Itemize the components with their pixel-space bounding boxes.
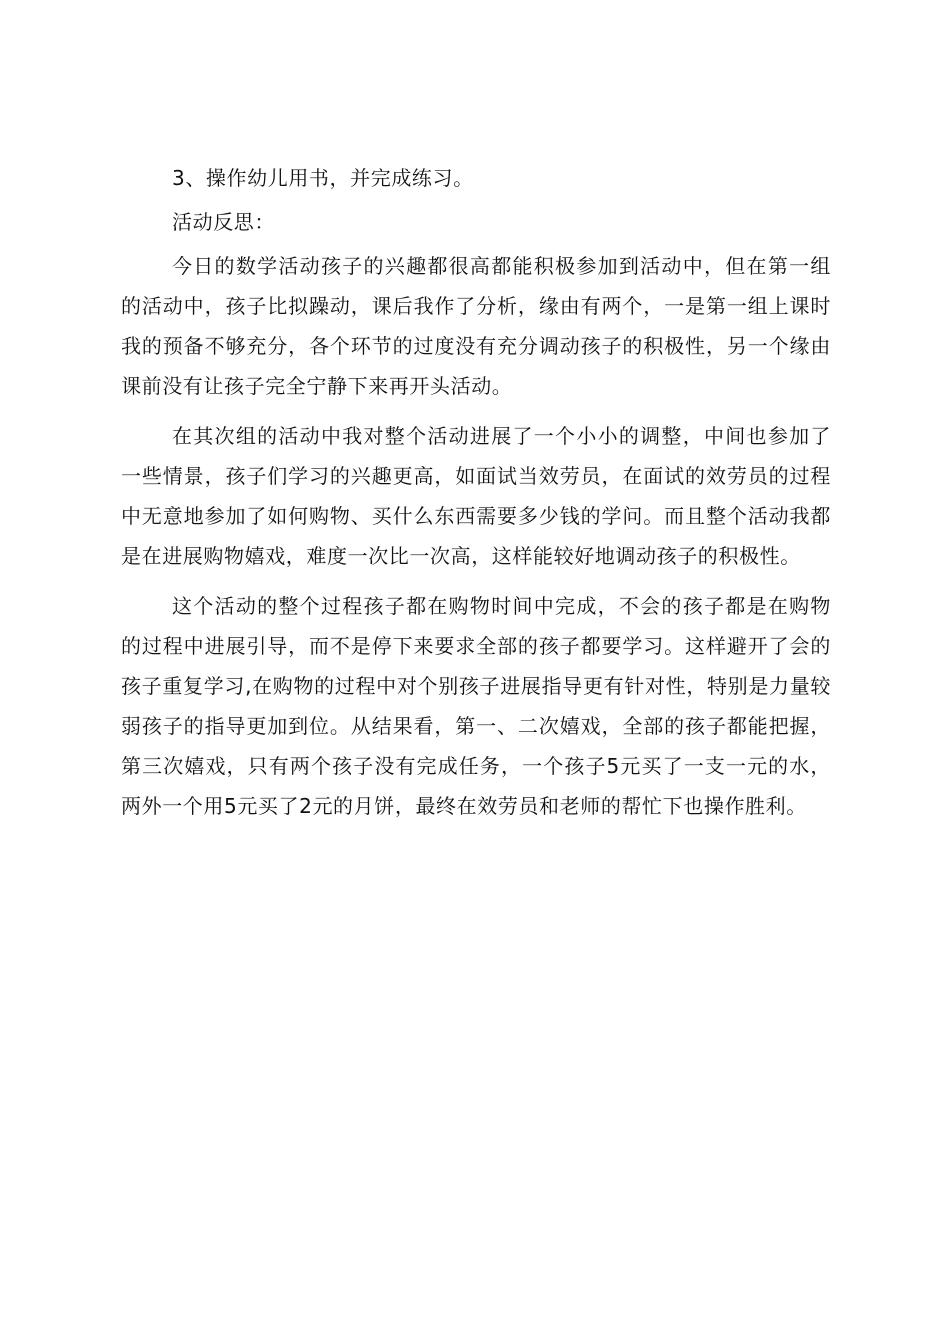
document-body: [121, 158, 831, 830]
reflection-paragraph-1: 今日的数学活动孩子的兴趣都很高都能积极参加到活动中，但在第一组的活动中，孩子比拟躁动，课后我作了分析，缘由有两个，一是第一组上课时我的预备不够充分，各个环节的过度没有充分调动孩子的积极性，另一个缘由课前没有让孩子完全宁静下来再开头活动。: [121, 254, 831, 398]
reflection-paragraph-3: 这个活动的整个过程孩子都在购物时间中完成，不会的孩子都是在购物的过程中进展引导，而不是停下来要求全部的孩子都要学习。这样避开了会的孩子重复学习,在购物的过程中对个别孩子进展指导更有针对性，特别是力量较弱孩子的指导更加到位。从结果看，第一、二次嬉戏，全部的孩子都能把握，第三次嬉戏，只有两个孩子没有完成任务，一个孩子5元买了一支一元的水，两外一个用5元买了2元的月饼，最终在效劳员和老师的帮忙下也操作胜利。: [121, 594, 831, 818]
step-3-paragraph: 3、操作幼儿用书，并完成练习。: [172, 166, 474, 190]
reflection-paragraph-2: 在其次组的活动中我对整个活动进展了一个小小的调整，中间也参加了一些情景，孩子们学习的兴趣更高，如面试当效劳员，在面试的效劳员的过程中无意地参加了如何购物、买什么东西需要多少钱的学问。而且整个活动我都是在进展购物嬉戏，难度一次比一次高，这样能较好地调动孩子的积极性。: [121, 424, 831, 568]
reflection-heading: 活动反思：: [172, 210, 275, 234]
